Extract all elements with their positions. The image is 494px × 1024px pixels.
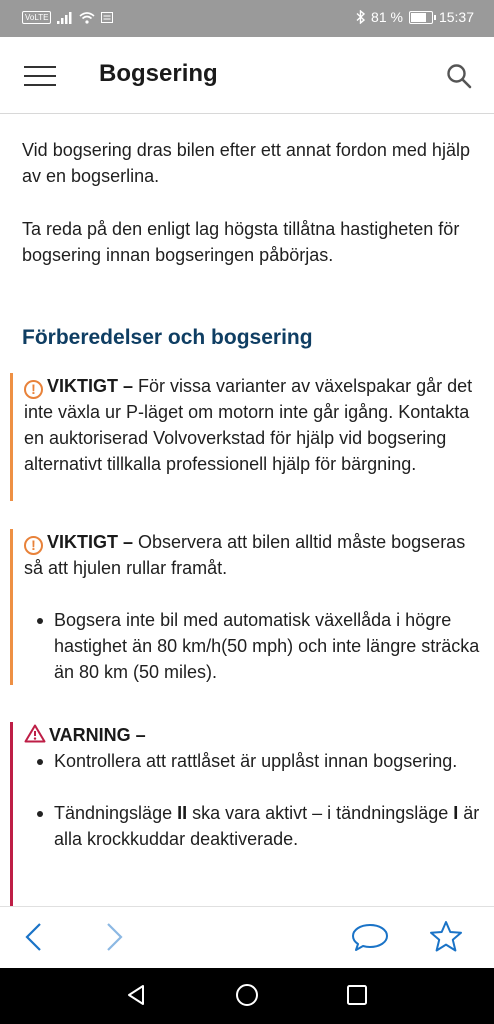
ignition-mode-i: I xyxy=(453,803,459,823)
system-navigation-bar xyxy=(0,968,494,1024)
article-content[interactable] xyxy=(0,114,494,906)
app-header xyxy=(0,37,494,114)
notification-icon xyxy=(101,12,113,23)
status-bar xyxy=(0,0,494,37)
warning-heading xyxy=(24,722,483,748)
hamburger-menu-icon[interactable] xyxy=(24,66,56,86)
status-left xyxy=(22,11,113,24)
important-callout-1 xyxy=(10,373,483,501)
chevron-left-icon[interactable] xyxy=(16,919,52,955)
volte-badge: VoLTE xyxy=(22,11,51,24)
warning-bullet-list xyxy=(24,748,483,852)
callout-1-text-block xyxy=(24,373,483,477)
important-callout-2 xyxy=(10,529,483,685)
bottom-toolbar xyxy=(0,906,494,969)
callout-2-label: VIKTIGT – xyxy=(47,532,134,552)
warning-triangle-icon xyxy=(24,724,46,743)
intro-paragraph-2: Ta reda på den enligt lag högsta tillåtna hastigheten för bogsering innan bogseringen påbörjas. xyxy=(22,219,460,265)
callout-1-label: VIKTIGT – xyxy=(47,376,134,396)
speech-bubble-icon[interactable] xyxy=(350,919,390,955)
callout-1-text: För vissa varianter av växelspakar går det inte växla ur P-läget om motorn inte går igång. Kontakta en auktoriserad Volvoverkstad för hjälp vid bogsering alternativt tillkalla professionell hjälp för bärgning. xyxy=(24,376,473,474)
callout-2-bullet-list xyxy=(24,607,483,685)
bullet-text: är alla krockkuddar deaktiverade. xyxy=(54,803,480,849)
star-icon[interactable] xyxy=(428,919,464,955)
intro-paragraph-1: Vid bogsering dras bilen efter ett annat fordon med hjälp av en bogserlina. xyxy=(22,140,470,186)
bullet-text: ska vara aktivt – i tändningsläge xyxy=(187,803,454,823)
warning-label: VARNING – xyxy=(49,725,146,745)
warning-callout xyxy=(10,722,483,906)
chevron-right-icon[interactable] xyxy=(96,919,132,955)
search-icon[interactable] xyxy=(446,63,472,89)
battery-icon xyxy=(409,11,433,24)
home-circle-icon[interactable] xyxy=(234,982,260,1008)
ignition-mode-ii: II xyxy=(177,803,188,823)
list-item: Kontrollera att rattlåset är upplåst innan bogsering. xyxy=(24,748,483,774)
bluetooth-icon xyxy=(356,10,365,24)
battery-percent: 81 % xyxy=(371,9,403,25)
list-item xyxy=(24,800,483,852)
exclamation-circle-icon: ! xyxy=(24,380,43,399)
signal-icon xyxy=(57,12,73,24)
callout-2-text: Observera att bilen alltid måste bogseras så att hjulen rullar framåt. xyxy=(24,532,466,578)
page-title: Bogsering xyxy=(99,60,218,87)
callout-2-text-block xyxy=(24,529,483,581)
wifi-icon xyxy=(79,12,95,24)
clock: 15:37 xyxy=(438,9,474,25)
bullet-text: Tändningsläge xyxy=(54,803,178,823)
status-right xyxy=(356,9,474,25)
recents-square-icon[interactable] xyxy=(344,982,370,1008)
back-triangle-icon[interactable] xyxy=(124,982,150,1008)
section-heading: Förberedelser och bogsering xyxy=(22,326,313,349)
list-item: Bogsera inte bil med automatisk växellåda i högre hastighet än 80 km/h(50 mph) och inte längre sträcka än 80 km (50 miles). xyxy=(24,607,483,685)
exclamation-circle-icon: ! xyxy=(24,536,43,555)
